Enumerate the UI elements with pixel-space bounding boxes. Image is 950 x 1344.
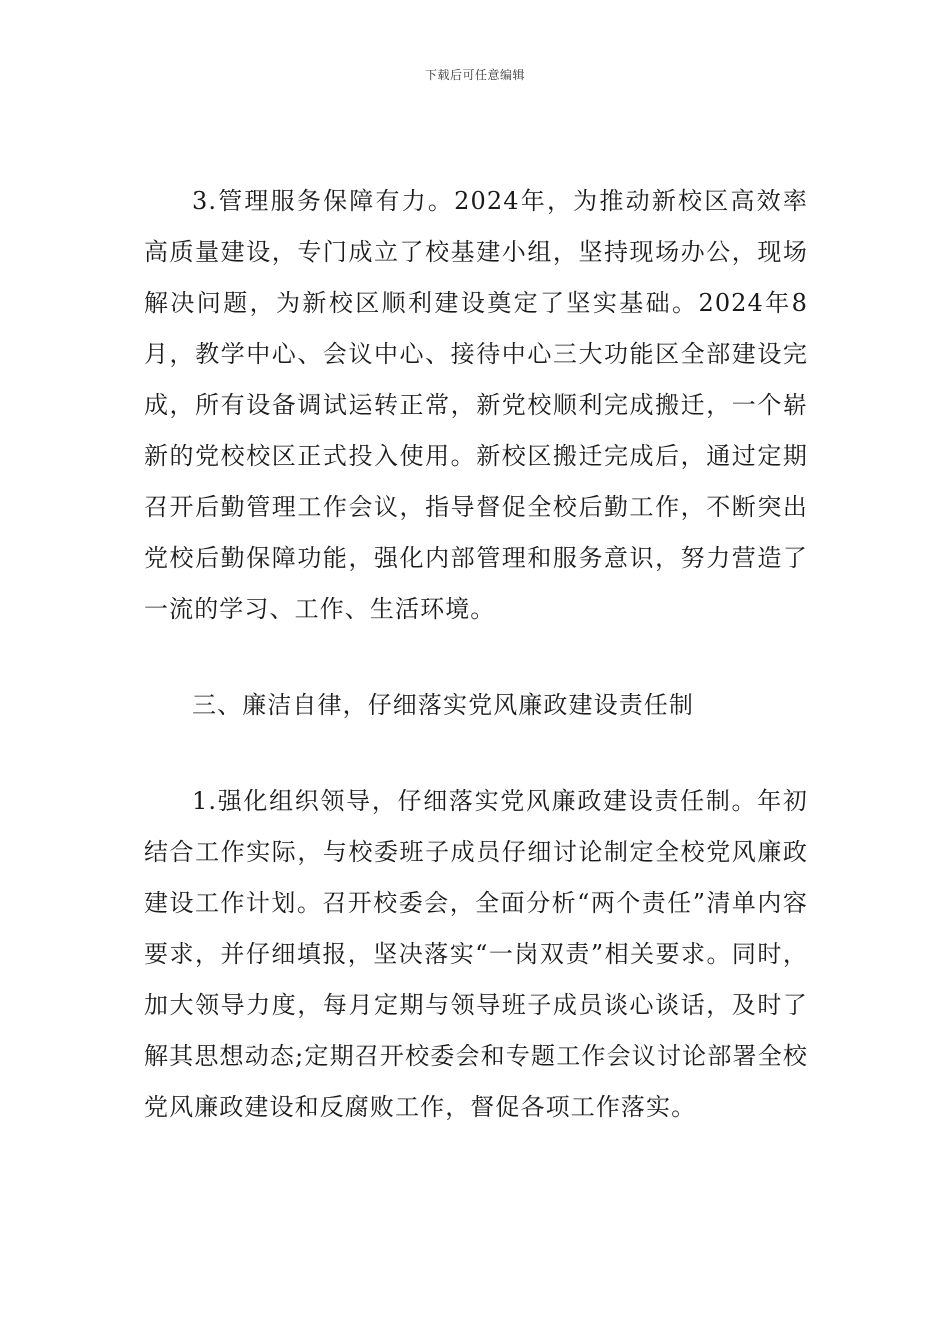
document-body — [144, 176, 808, 1133]
header-note: 下载后可任意编辑 — [424, 68, 525, 82]
paragraph-management-service: 3.管理服务保障有力。2024年，为推动新校区高效率高质量建设，专门成立了校基建小组，坚持现场办公，现场解决问题，为新校区顺利建设奠定了坚实基础。2024年8月，教学中心、会议中心、接待中心三大功能区全部建设完成，所有设备调试运转正常，新党校顺利完成搬迁，一个崭新的党校校区正式投入使用。新校区搬迁完成后，通过定期召开后勤管理工作会议，指导督促全校后勤工作，不断突出党校后勤保障功能，强化内部管理和服务意识，努力营造了一流的学习、工作、生活环境。 — [144, 187, 808, 623]
paragraph-organization-leadership: 1.强化组织领导，仔细落实党风廉政建设责任制。年初结合工作实际，与校委班子成员仔细讨论制定全校党风廉政建设工作计划。召开校委会，全面分析“两个责任”清单内容要求，并仔细填报，坚决落实“一岗双责”相关要求。同时，加大领导力度，每月定期与领导班子成员谈心谈话，及时了解其思想动态;定期召开校委会和专题工作会议讨论部署全校党风廉政建设和反腐败工作，督促各项工作落实。 — [144, 787, 808, 1121]
section-heading-integrity: 三、廉洁自律，仔细落实党风廉政建设责任制 — [192, 691, 694, 719]
